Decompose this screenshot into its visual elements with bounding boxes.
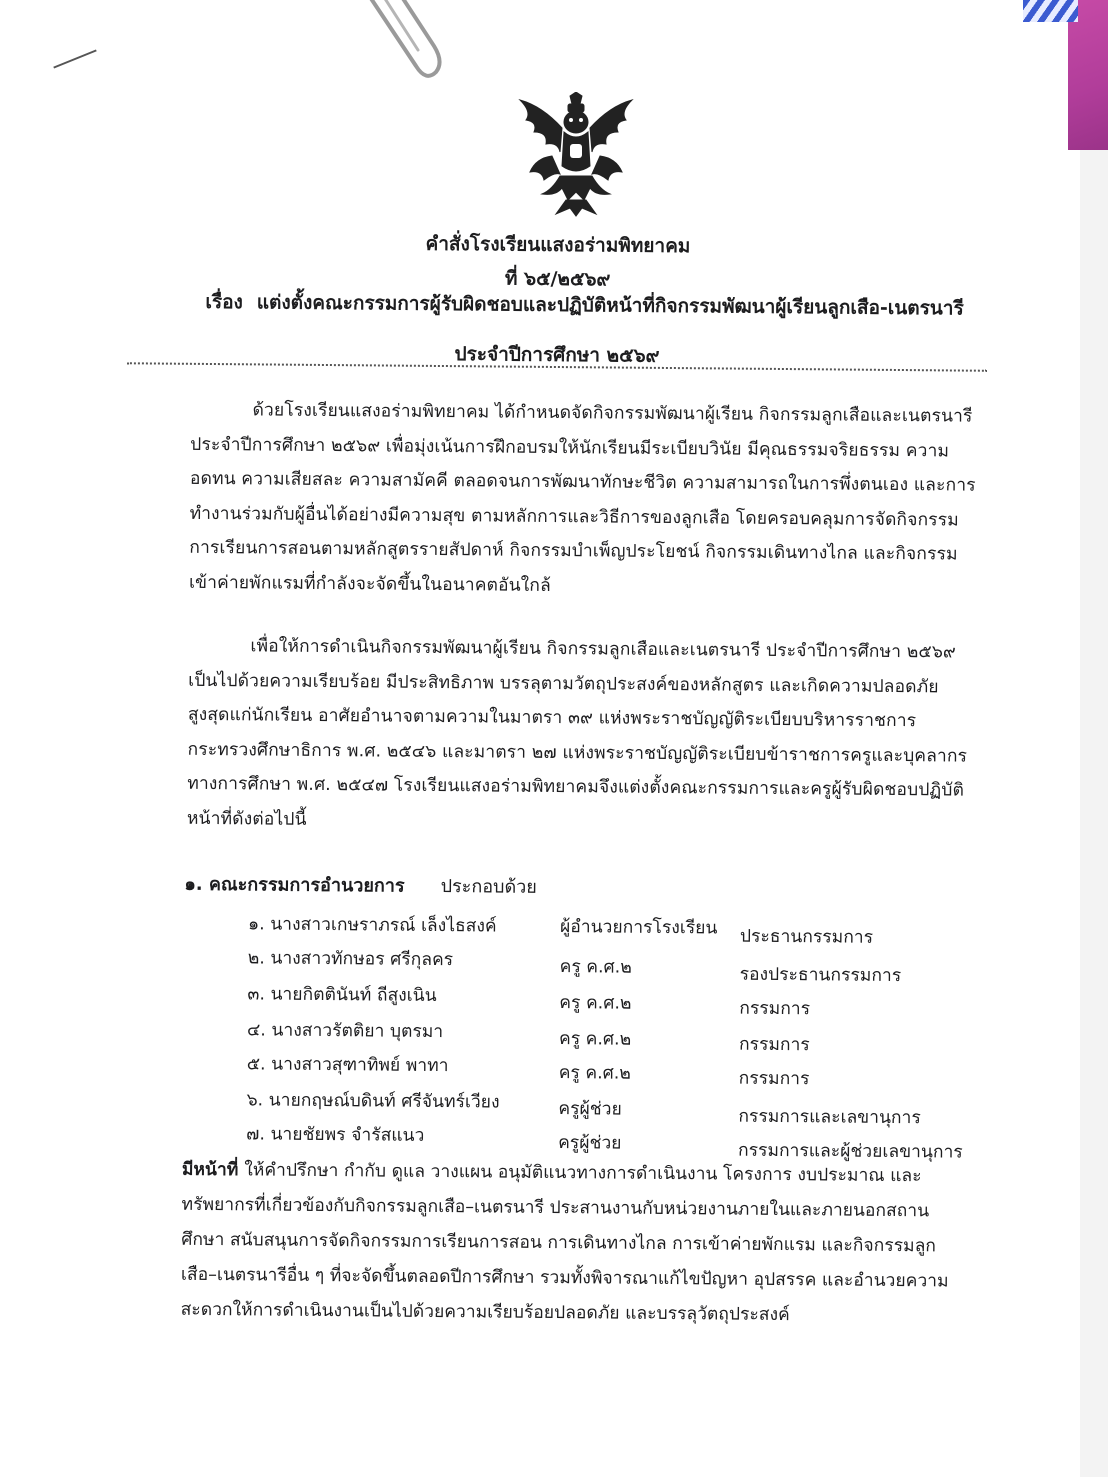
member-row [246,1085,966,1129]
duties-text: ให้คำปรึกษา กำกับ ดูแล วางแผน อนุมัติแนวทางการดำเนินงาน โครงการ งบประมาณ และทรัพยากรที่เกี่ยวข้องกับกิจกรรมลูกเสือ–เนตรนารี ประสานงานกับหน่วยงานภายในและภายนอกสถานศึกษา สนับสนุนการจัดกิจกรรมการเรียนการสอน การเดินทางไกล การเข้าค่ายพักแรม และกิจกรรมลูกเสือ–เนตรนารีอื่น ๆ ที่จะจัดขึ้นตลอดปีการศึกษา รวมทั้งพิจารณาแก้ไขปัญหา อุปสรรค และอำนวยความสะดวกให้การดำเนินงานเป็นไปด้วยความเรียบร้อยปลอดภัย และบรรลุวัตถุประสงค์ [180,1160,949,1326]
member-row [246,1049,967,1090]
member-role: กรรมการ [738,1068,810,1090]
paragraph-1-text: ด้วยโรงเรียนแสงอร่ามพิทยาคม ได้กำหนดจัดกิจกรรมพัฒนาผู้เรียน กิจกรรมลูกเสือและเนตรนารี ประจำปีการศึกษา ๒๕๖๙ เพื่อมุ่งเน้นการฝึกอบรมให้นักเรียนมีระเบียบวินัย มีคุณธรรมจริยธรรม ความอดทน ความเสียสละ ความสามัคคี ตลอดจนการพัฒนาทักษะชีวิต ความสามารถในการพึ่งตนเอง และการทำงานร่วมกับผู้อื่นได้อย่างมีความสุข ตามหลักการและวิธีการของลูกเสือ โดยครอบคลุมการจัดกิจกรรมการเรียนการสอนตามหลักสูตรรายสัปดาห์ กิจกรรมบำเพ็ญประโยชน์ กิจกรรมเดินทางไกล และกิจกรรมเข้าค่ายพักแรมที่กำลังจะจัดขึ้นในอนาคตอันใกล้ [188,400,976,596]
member-row [246,1119,966,1163]
member-role: ประธานกรรมการ [739,926,874,948]
member-position: ครู ค.ศ.๒ [558,1029,632,1050]
order-number: ที่ ๖๕/๒๕๖๙ [504,267,611,291]
member-name: ๓. นายกิตตินันท์ ถีสูงเนิน [247,984,437,1006]
member-name: ๒. นางสาวทักษอร ศรีกุลคร [247,948,454,971]
duties-label: มีหน้าที่ [181,1159,239,1181]
paragraph-2 [187,629,981,843]
member-name: ๔. นางสาวรัตติยา บุตรมา [247,1020,444,1043]
member-position: ผู้อำนวยการโรงเรียน [559,917,718,939]
member-row [247,979,967,1020]
subject-label: เรื่อง [205,290,243,314]
member-role: กรรมการและเลขานุการ [738,1106,921,1129]
member-role: กรรมการ [739,998,811,1020]
section-1-heading [184,869,537,901]
subject-text: แต่งตั้งคณะกรรมการผู้รับผิดชอบและปฏิบัติหน้าที่กิจกรรมพัฒนาผู้เรียนลูกเสือ-เนตรนารี [256,291,964,320]
order-title: คำสั่งโรงเรียนแสงอร่ามพิทยาคม [425,232,691,258]
member-position: ครู ค.ศ.๒ [559,957,632,978]
section-1-title: ๑. คณะกรรมการอำนวยการ [184,873,405,897]
member-name: ๗. นายชัยพร จำรัสแนว [246,1124,425,1146]
duties-paragraph [181,1153,972,1335]
member-position: ครูผู้ช่วย [558,1099,622,1120]
member-name: ๕. นางสาวสุฑาทิพย์ พาทา [246,1054,449,1077]
member-position: ครูผู้ช่วย [558,1133,622,1154]
member-role: กรรมการ [738,1034,810,1056]
member-name: ๖. นายกฤษณ์บดินท์ ศรีจันทร์เวียง [246,1090,500,1113]
member-row [247,1015,967,1056]
subject-year: ประจำปีการศึกษา ๒๕๖๙ [454,343,660,367]
member-position: ครู ค.ศ.๒ [558,1063,631,1084]
order-subject [205,287,964,324]
member-role: กรรมการและผู้ช่วยเลขานุการ [737,1140,963,1163]
member-role: รองประธานกรรมการ [739,964,902,987]
section-1-consists: ประกอบด้วย [440,876,537,898]
member-name: ๑. นางสาวเกษราภรณ์ เล็งไธสงค์ [247,914,497,937]
member-row [247,909,968,948]
member-position: ครู ค.ศ.๒ [559,993,632,1014]
paragraph-2-text: เพื่อให้การดำเนินกิจกรรมพัฒนาผู้เรียน กิจกรรมลูกเสือและเนตรนารี ประจำปีการศึกษา ๒๕๖๙ เป็นไปด้วยความเรียบร้อย มีประสิทธิภาพ บรรลุตามวัตถุประสงค์ของหลักสูตร และเกิดความปลอดภัยสูงสุดแก่นักเรียน อาศัยอำนาจตามความในมาตรา ๓๙ แห่งพระราชบัญญัติระเบียบบริหารราชการกระทรวงศึกษาธิการ พ.ศ. ๒๕๔๖ และมาตรา ๒๗ แห่งพระราชบัญญัติระเบียบข้าราชการครูและบุคลากรทางการศึกษา พ.ศ. ๒๕๔๗ โรงเรียนแสงอร่ามพิทยาคมจึงแต่งตั้งคณะกรรมการและครูผู้รับผิดชอบปฏิบัติหน้าที่ดังต่อไปนี้ [186,636,968,830]
paragraph-1 [189,393,983,607]
member-row [247,943,968,987]
